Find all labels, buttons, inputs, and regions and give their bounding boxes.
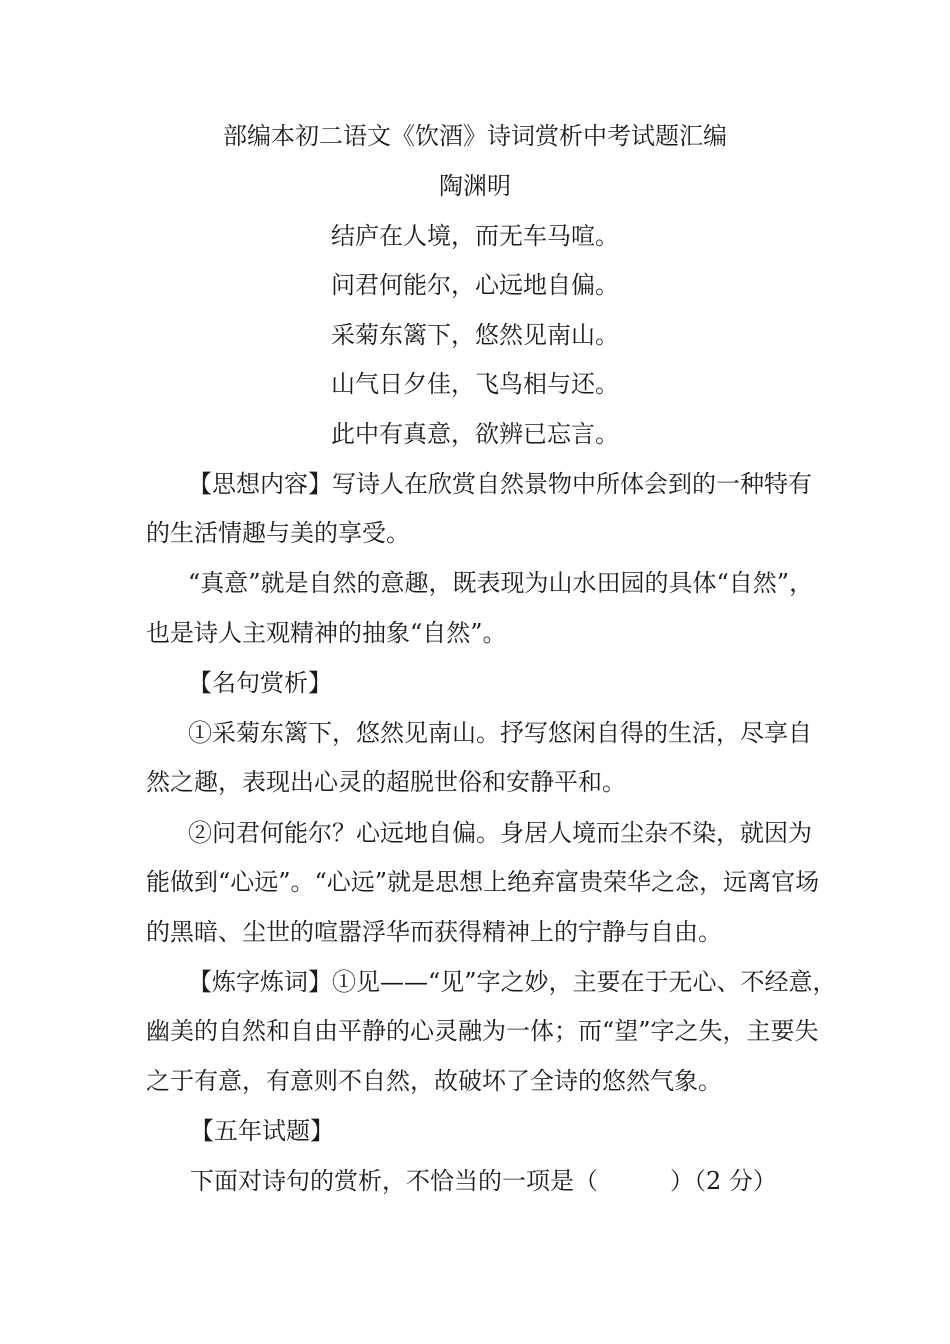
poem-line: 采菊东篱下，悠然见南山。 (331, 321, 619, 349)
mingju-paragraph-2: 能做到“心远”。“心远”就是思想上绝弃富贵荣华之念，远离官场 (146, 868, 820, 896)
document-title: 部编本初二语文《饮酒》诗词赏析中考试题汇编 (223, 122, 727, 150)
mingju-paragraph-1: ①采菊东篱下，悠然见南山。抒写悠闲自得的生活，尽享自 (188, 719, 812, 747)
poem-line: 此中有真意，欲辨已忘言。 (331, 420, 619, 448)
mingju-paragraph-2: ②问君何能尔？心远地自偏。身居人境而尘杂不染，就因为 (188, 819, 812, 847)
poem-line: 问君何能尔，心远地自偏。 (331, 271, 619, 299)
poem-line: 山气日夕佳，飞鸟相与还。 (331, 370, 619, 398)
poem-author: 陶渊明 (439, 172, 511, 200)
lianzi-paragraph: 【炼字炼词】①见——“见”字之妙，主要在于无心、不经意， (188, 968, 837, 996)
zhenyi-paragraph: 也是诗人主观精神的抽象“自然”。 (146, 619, 507, 647)
zhenyi-paragraph: “真意”就是自然的意趣，既表现为山水田园的具体“自然”， (188, 569, 814, 597)
lianzi-paragraph: 之于有意，有意则不自然，故破坏了全诗的悠然气象。 (146, 1067, 722, 1095)
mingju-paragraph-2: 的黑暗、尘世的喧嚣浮华而获得精神上的宁静与自由。 (146, 918, 722, 946)
section-heading-wunian: 【五年试题】 (190, 1117, 334, 1145)
mingju-paragraph-1: 然之趣，表现出心灵的超脱世俗和安静平和。 (146, 768, 626, 796)
poem-line: 结庐在人境，而无车马喧。 (331, 222, 619, 250)
lianzi-paragraph: 幽美的自然和自由平静的心灵融为一体；而“望”字之失，主要失 (146, 1017, 819, 1045)
thought-content-paragraph: 的生活情趣与美的享受。 (146, 519, 410, 547)
thought-content-paragraph: 【思想内容】写诗人在欣赏自然景物中所体会到的一种特有 (188, 470, 812, 498)
section-heading-mingju: 【名句赏析】 (188, 669, 332, 697)
question-text: 下面对诗句的赏析，不恰当的一项是（ ）（2 分） (190, 1167, 777, 1195)
